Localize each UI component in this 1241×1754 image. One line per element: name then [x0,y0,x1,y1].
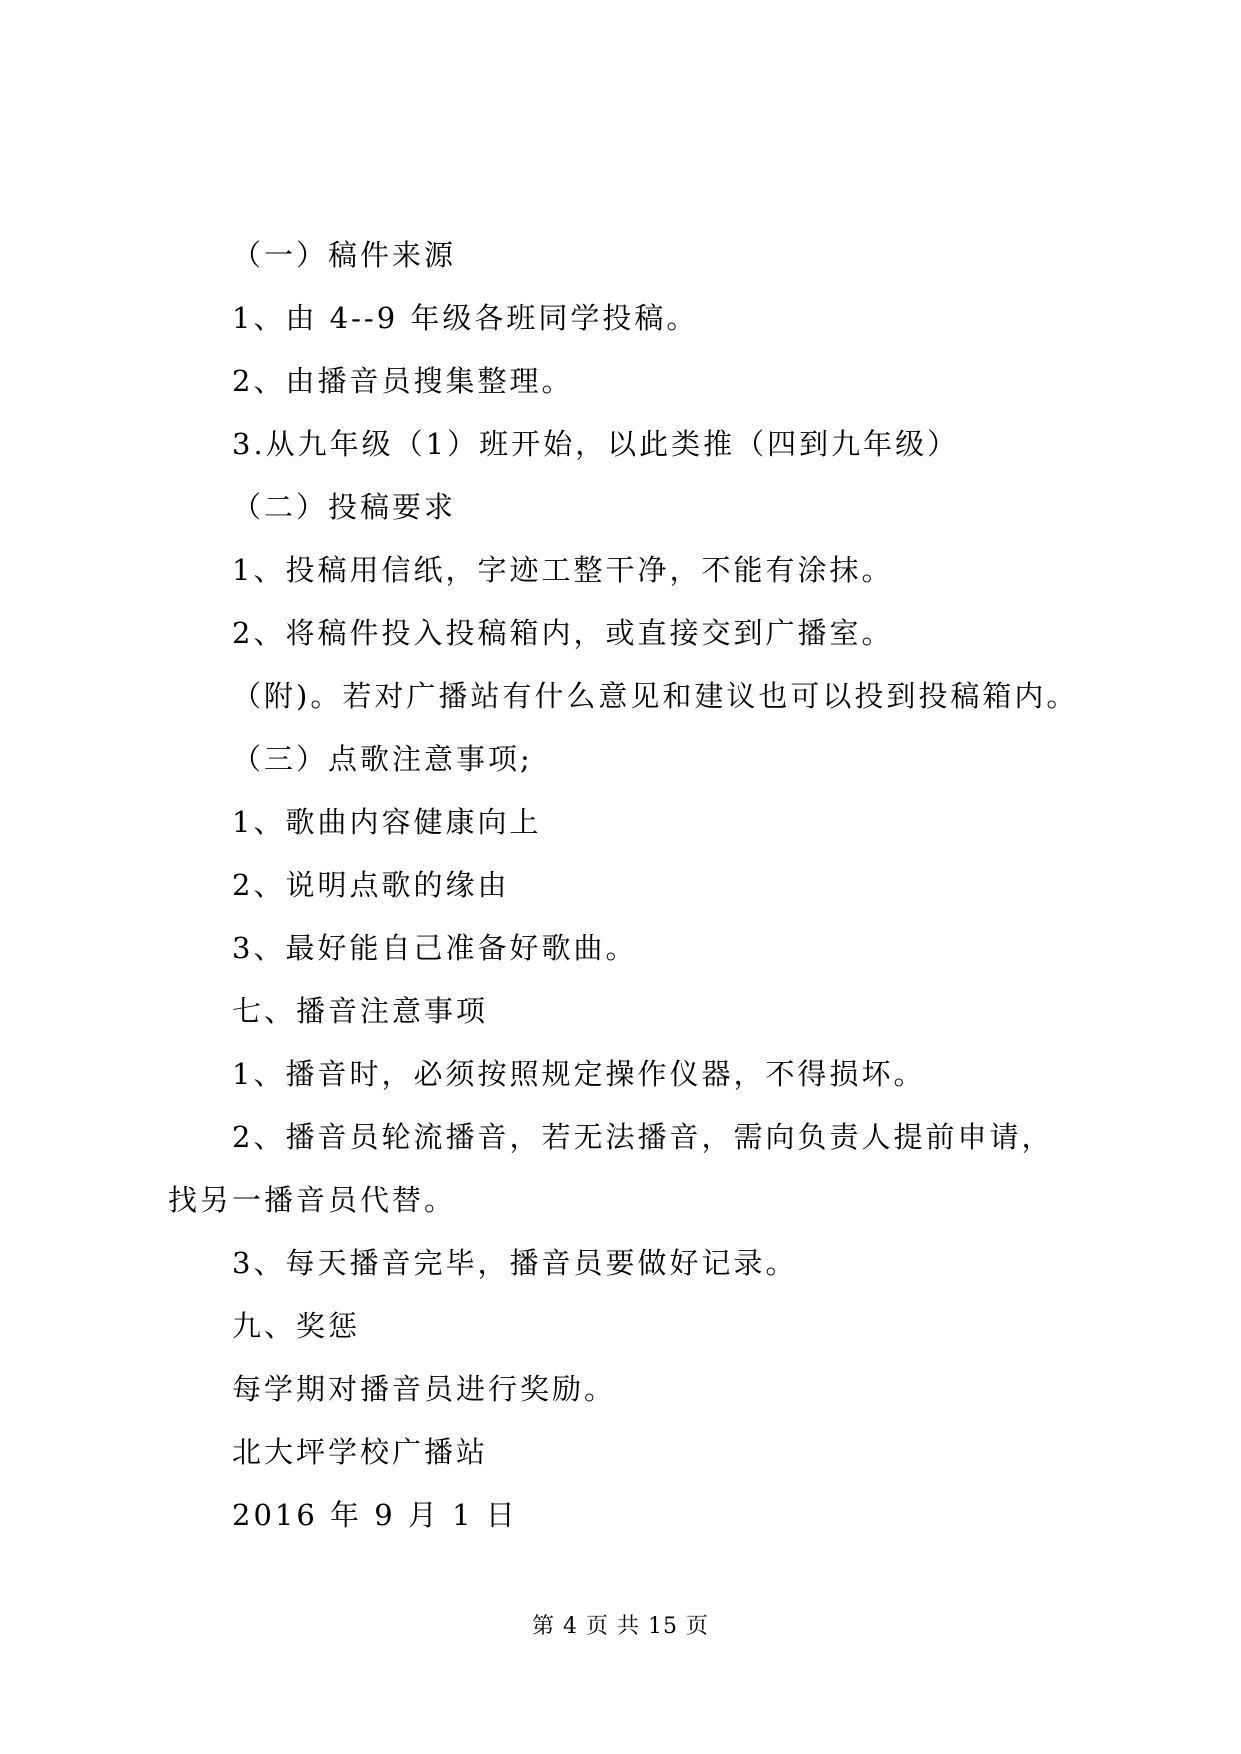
paragraph-line: 1、歌曲内容健康向上 [232,805,542,839]
paragraph-line: 3、每天播音完毕，播音员要做好记录。 [232,1246,798,1280]
signature-organization: 北大坪学校广播站 [232,1435,489,1469]
section-heading-broadcast-notes: 七、播音注意事项 [232,994,489,1028]
paragraph-line: 2、播音员轮流播音，若无法播音，需向负责人提前申请， [232,1120,1054,1154]
paragraph-line: 1、由 4--9 年级各班同学投稿。 [232,301,699,335]
paragraph-line: 2、由播音员搜集整理。 [232,364,574,398]
section-heading-song-requests: （三）点歌注意事项; [232,742,533,776]
paragraph-line: 3.从九年级（1）班开始，以此类推（四到九年级） [232,427,960,461]
paragraph-line: 1、播音时，必须按照规定操作仪器，不得损坏。 [232,1057,926,1091]
paragraph-line: （附)。若对广播站有什么意见和建议也可以投到投稿箱内。 [232,679,1079,713]
paragraph-line: 3、最好能自己准备好歌曲。 [232,931,638,965]
section-heading-requirements: （二）投稿要求 [232,490,457,524]
page-number-footer: 第 4 页 共 15 页 [532,1614,709,1639]
signature-date: 2016 年 9 月 1 日 [232,1498,518,1532]
paragraph-line: 2、说明点歌的缘由 [232,868,510,902]
paragraph-line-continued: 找另一播音员代替。 [168,1183,457,1217]
section-heading-sources: （一）稿件来源 [232,238,457,272]
paragraph-line: 2、将稿件投入投稿箱内，或直接交到广播室。 [232,616,894,650]
section-heading-rewards: 九、奖惩 [232,1309,361,1343]
paragraph-line: 1、投稿用信纸，字迹工整干净，不能有涂抹。 [232,553,894,587]
paragraph-line: 每学期对播音员进行奖励。 [232,1372,617,1406]
